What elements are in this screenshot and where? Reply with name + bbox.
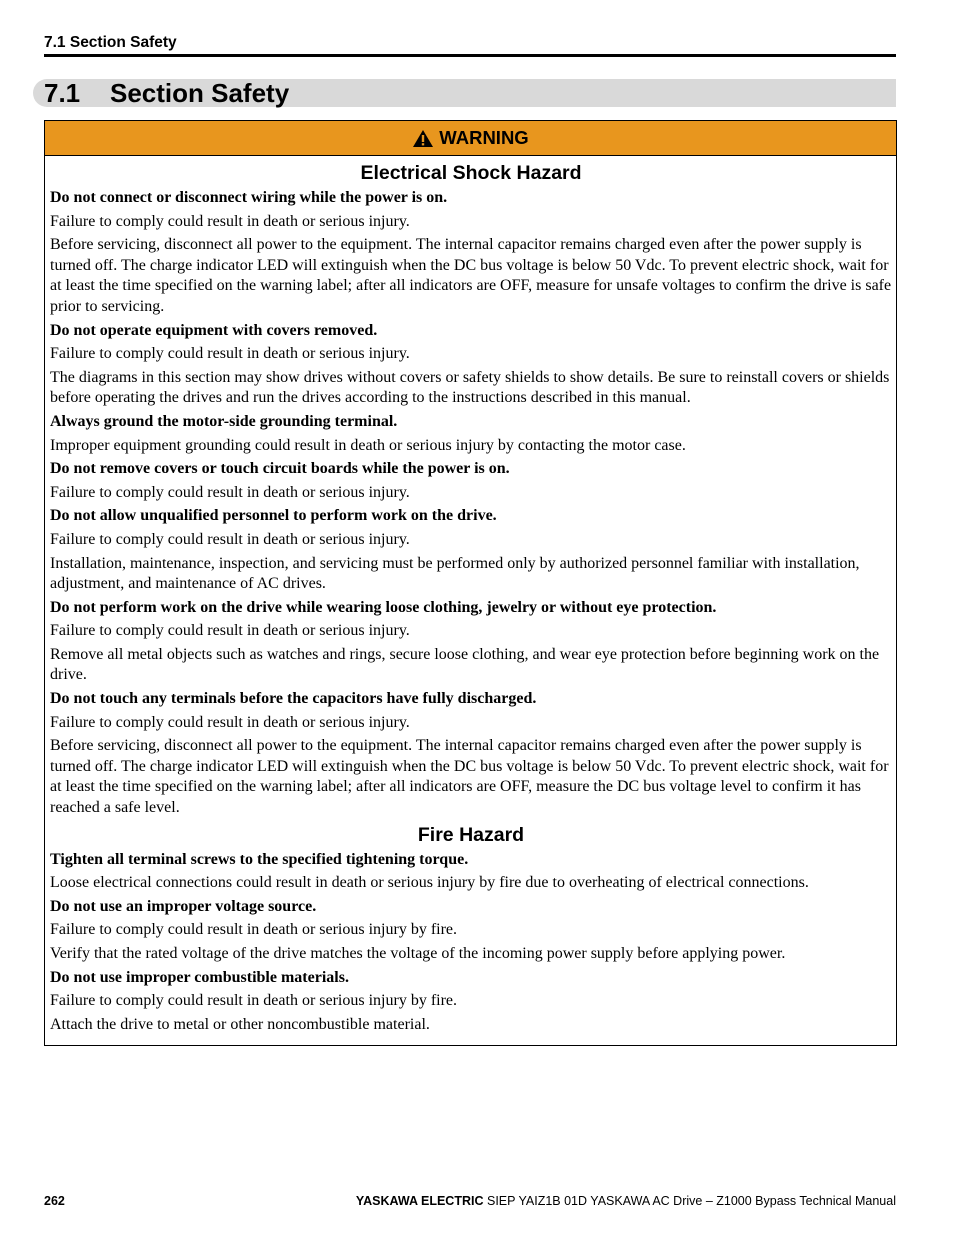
explanation-text: The diagrams in this section may show drives without covers or safety shields to show details. Be sure to reinstall covers or shields before operating the drives and run the drives according to the instructions described in this manual. bbox=[50, 368, 890, 407]
consequence-text: Failure to comply could result in death or serious injury. bbox=[50, 622, 410, 640]
consequence-text: Failure to comply could result in death or serious injury. bbox=[50, 483, 410, 501]
hazard-heading: Fire Hazard bbox=[417, 823, 525, 846]
instruction: Do not connect or disconnect wiring while the power is on. bbox=[50, 189, 448, 206]
warning-label: WARNING bbox=[439, 127, 529, 148]
instruction: Do not operate equipment with covers removed. bbox=[50, 321, 378, 339]
warning-triangle-icon bbox=[412, 129, 434, 148]
running-head: 7.1 Section Safety bbox=[44, 34, 177, 51]
explanation-text: Verify that the rated voltage of the drive matches the voltage of the incoming power supply before applying power. bbox=[50, 945, 786, 962]
footer-manual-title bbox=[356, 1194, 896, 1208]
page-number: 262 bbox=[44, 1194, 65, 1208]
section-number: 7.1 bbox=[44, 78, 81, 108]
instruction: Do not use an improper voltage source. bbox=[50, 897, 317, 915]
hazard-heading: Electrical Shock Hazard bbox=[360, 162, 582, 184]
instruction: Do not touch any terminals before the capacitors have fully discharged. bbox=[50, 690, 537, 708]
instruction: Tighten all terminal screws to the specified tightening torque. bbox=[50, 850, 469, 868]
consequence-text: Failure to comply could result in death or serious injury. bbox=[50, 713, 410, 731]
instruction: Always ground the motor-side grounding terminal. bbox=[50, 412, 398, 430]
footer-manual: SIEP YAIZ1B 01D YASKAWA AC Drive – Z1000 Bypass Technical Manual bbox=[486, 1194, 896, 1208]
section-title-text: Section Safety bbox=[110, 78, 290, 108]
instruction: Do not allow unqualified personnel to perform work on the drive. bbox=[50, 507, 497, 525]
explanation-text: Installation, maintenance, inspection, and servicing must be performed only by authorized personnel familiar with installation, adjustment, and maintenance of AC drives. bbox=[50, 554, 860, 593]
consequence-text: Improper equipment grounding could result in death or serious injury by contacting the motor case. bbox=[50, 436, 686, 454]
header-rule bbox=[44, 54, 896, 57]
consequence-text: Failure to comply could result in death or serious injury. bbox=[50, 212, 410, 230]
explanation-text: Remove all metal objects such as watches and rings, secure loose clothing, and wear eye protection before beginning work on the drive. bbox=[50, 645, 880, 684]
section-title bbox=[44, 77, 289, 109]
consequence-text: Failure to comply could result in death or serious injury by fire. bbox=[50, 921, 458, 939]
instruction: Do not remove covers or touch circuit boards while the power is on. bbox=[50, 460, 510, 478]
consequence-text: Failure to comply could result in death or serious injury by fire. bbox=[50, 992, 458, 1010]
consequence-text: Failure to comply could result in death or serious injury. bbox=[50, 345, 410, 363]
consequence-text: Loose electrical connections could result in death or serious injury by fire due to overheating of electrical connections. bbox=[50, 874, 809, 892]
explanation-text: Before servicing, disconnect all power to the equipment. The internal capacitor remains charged even after the power supply is turned off. The charge indicator LED will extinguish when the DC bus voltage is below 50 Vdc. To prevent electric shock, wait for at least the time specified on the warning label; after all indicators are OFF, measure for unsafe voltages to confirm the drive is safe prior to servicing. bbox=[50, 236, 892, 315]
consequence-text: Failure to comply could result in death or serious injury. bbox=[50, 530, 410, 548]
instruction: Do not use improper combustible materials. bbox=[50, 968, 349, 986]
instruction: Do not perform work on the drive while wearing loose clothing, jewelry or without eye protection. bbox=[50, 598, 717, 616]
warning-content bbox=[50, 158, 892, 1038]
warning-banner bbox=[45, 121, 896, 156]
footer-brand: YASKAWA ELECTRIC bbox=[355, 1194, 484, 1208]
warning-box bbox=[44, 120, 897, 1046]
explanation-text: Attach the drive to metal or other noncombustible material. bbox=[50, 1015, 430, 1033]
explanation-text: Before servicing, disconnect all power to the equipment. The internal capacitor remains charged even after the power supply is turned off. The charge indicator LED will extinguish when the DC bus voltage is below 50 Vdc. To prevent electric shock, wait for at least the time specified on the warning label; after all indicators are OFF, measure the DC bus voltage level to confirm it has reached a safe level. bbox=[50, 737, 889, 817]
